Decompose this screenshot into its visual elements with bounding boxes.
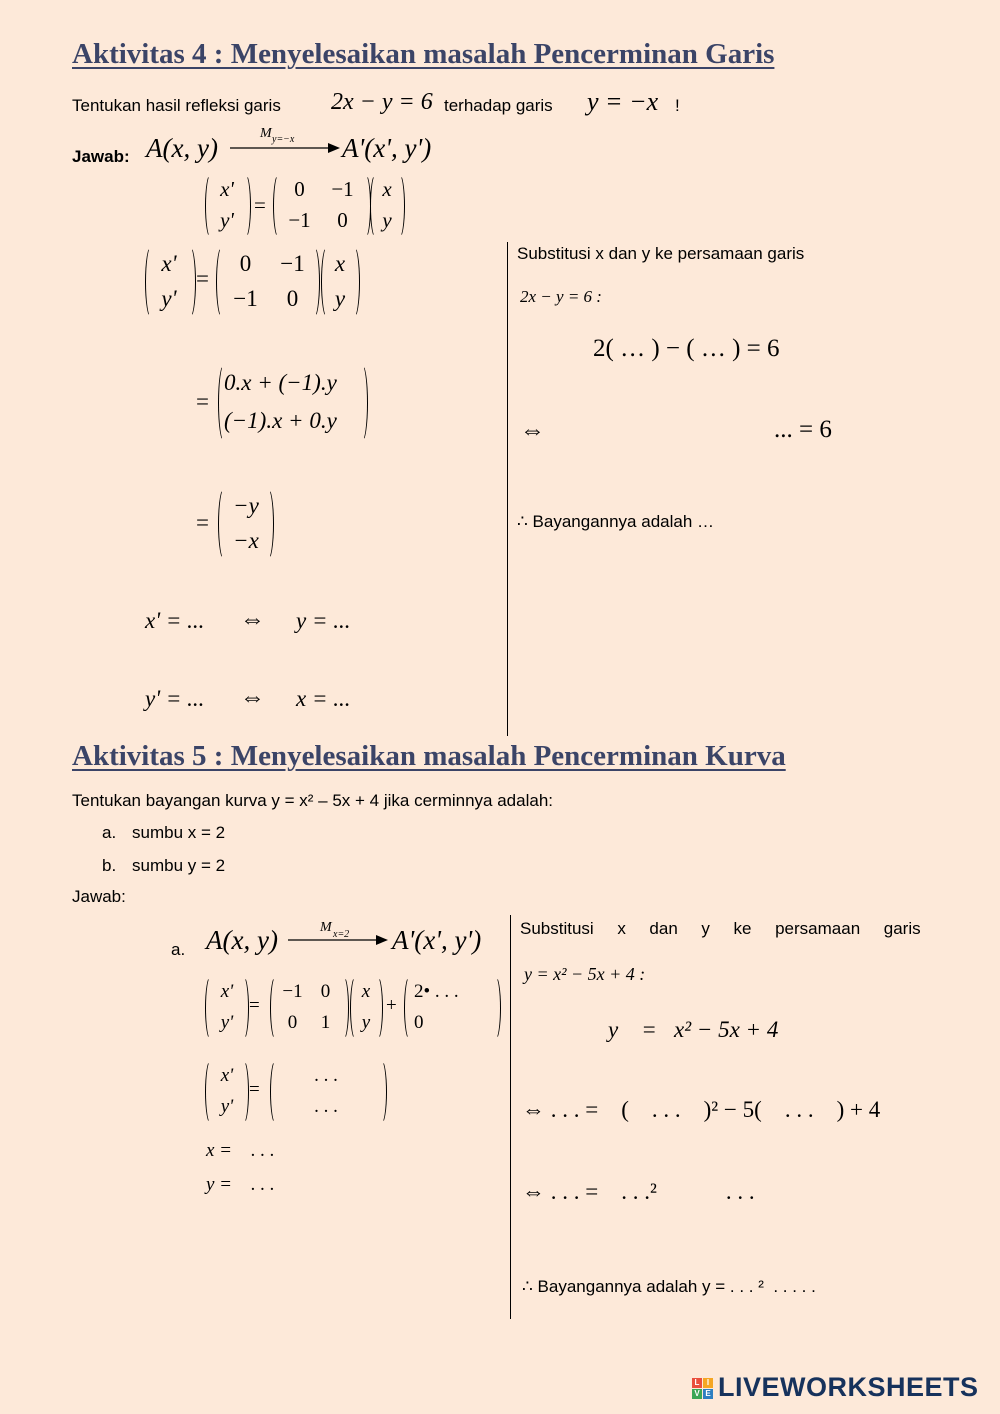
logo-tile: V: [692, 1389, 702, 1399]
vector-entry: x': [220, 177, 234, 201]
liveworksheets-brand[interactable]: LIVEWORKSHEETS: [718, 1372, 979, 1402]
expanded-row: 0.x + (−1).y: [224, 370, 337, 395]
matrix-entry: 0: [286, 285, 299, 311]
vector-entry: x: [361, 980, 371, 1002]
vector-entry: y': [220, 208, 234, 232]
option-text: sumbu y = 2: [132, 856, 226, 875]
vector-entry: x: [382, 177, 392, 201]
result-entry: −y: [233, 492, 259, 518]
matrix-entry: −1: [288, 208, 311, 232]
mapping-target: A'(x', y'): [392, 925, 482, 955]
vector-entry: x: [334, 250, 346, 276]
curve-equation: y = x² − 5x + 4: [608, 1017, 779, 1042]
mapping-operator: M: [260, 126, 272, 141]
option-text: sumbu x = 2: [132, 823, 226, 842]
mapping-operator: M: [320, 920, 332, 935]
mapping-source: A(x, y): [146, 133, 218, 163]
matrix-entry: 0: [287, 1011, 298, 1033]
matrix-entry: 0: [337, 208, 348, 232]
simplified-step: ⇔ . . . = . . .² . . .: [522, 1179, 755, 1204]
matrix-entry: −1: [280, 250, 305, 276]
liveworksheets-logo-icon: [692, 1378, 714, 1400]
plus-sign: +: [386, 995, 397, 1016]
matrix-entry: 0: [239, 250, 252, 276]
mapping-target: A'(x', y'): [342, 133, 432, 163]
option-marker: a.: [102, 823, 117, 842]
answer-label: Jawab:: [72, 147, 130, 166]
activity-4-title: Aktivitas 4 : Menyelesaikan masalah Pencerminan Garis: [72, 38, 775, 70]
matrix-entry: 0: [320, 980, 331, 1002]
matrix-entry: −1: [233, 285, 258, 311]
mapping-source: A(x, y): [206, 925, 278, 955]
conclusion-text: ∴ Bayangannya adalah …: [517, 512, 715, 531]
vector-entry: x': [220, 980, 234, 1002]
substitution-instruction: Substitusi x dan y ke persamaan garis: [517, 244, 805, 263]
x-blank: x = ...: [296, 686, 351, 711]
substitution-step: ⇔ . . . = ( . . . )² − 5( . . . ) + 4: [522, 1097, 881, 1122]
translation-entry: 2• . . .: [414, 980, 459, 1002]
part-label: a.: [171, 940, 186, 959]
x-prime-blank: x' = ...: [145, 608, 205, 633]
activity-5-title: Aktivitas 5 : Menyelesaikan masalah Pencerminan Kurva: [72, 740, 786, 772]
matrix-entry: 1: [320, 1011, 331, 1033]
translation-entry: 0: [414, 1011, 424, 1033]
substitution-equation: 2x − y = 6 :: [520, 287, 602, 306]
matrix-entry: −1: [331, 177, 354, 201]
mapping-subscript: y=−x: [272, 134, 295, 145]
logo-tile: L: [692, 1378, 702, 1388]
mapping-arrow: [288, 918, 388, 948]
logo-tile: I: [703, 1378, 713, 1388]
activity-4-question-end: !: [675, 96, 680, 115]
y-solution-line: y = . . .: [206, 1174, 275, 1195]
substitution-instruction: Substitusi x dan y ke persamaan garis: [520, 919, 921, 938]
equals-sign: =: [254, 193, 266, 217]
matrix-entry: 0: [294, 177, 305, 201]
equals-sign: =: [196, 389, 209, 414]
vector-entry: y': [161, 285, 177, 311]
vector-entry: x': [161, 250, 177, 276]
simplified-step: ... = 6: [774, 416, 832, 443]
iff-symbol: ⇔: [240, 606, 265, 633]
y-prime-blank: y' = ...: [145, 686, 205, 711]
answer-label: Jawab:: [72, 887, 126, 906]
activity-5-question: Tentukan bayangan kurva y = x² – 5x + 4 jika cerminnya adalah:: [72, 791, 554, 810]
vector-entry: x': [220, 1064, 234, 1086]
result-entry: −x: [233, 527, 259, 553]
x-solution-line: x = . . .: [206, 1140, 275, 1161]
iff-symbol: ⇔: [520, 417, 545, 444]
vector-entry: y: [382, 208, 392, 232]
mapping-subscript: x=2: [333, 929, 350, 940]
substitution-step: 2( … ) − ( … ) = 6: [593, 335, 780, 362]
expanded-row: (−1).x + 0.y: [224, 408, 337, 433]
y-blank: y = ...: [296, 608, 351, 633]
mapping-arrow: [230, 126, 340, 156]
matrix-entry: −1: [282, 980, 303, 1002]
equals-sign: =: [249, 1079, 260, 1100]
vector-entry: y: [361, 1011, 371, 1033]
equals-sign: =: [249, 995, 260, 1016]
activity-4-mirror-equation: y = −x: [587, 87, 659, 116]
column-divider: [510, 915, 511, 1319]
blank-entry: . . .: [314, 1095, 338, 1117]
activity-4-question-mid: terhadap garis: [444, 96, 553, 115]
equals-sign: =: [196, 510, 209, 535]
vector-entry: y: [334, 285, 346, 311]
option-marker: b.: [102, 856, 117, 875]
blank-entry: . . .: [314, 1064, 338, 1086]
column-divider: [507, 242, 508, 736]
conclusion-text: ∴ Bayangannya adalah y = . . . ² . . . . .: [522, 1277, 816, 1296]
activity-4-line-equation: 2x − y = 6: [331, 89, 433, 115]
iff-symbol: ⇔: [240, 684, 265, 711]
vector-entry: y': [220, 1011, 234, 1033]
substitution-equation: y = x² − 5x + 4 :: [524, 964, 646, 984]
equals-sign: =: [196, 266, 209, 291]
vector-entry: y': [220, 1095, 234, 1117]
activity-4-question-text: Tentukan hasil refleksi garis: [72, 96, 281, 115]
logo-tile: E: [703, 1389, 713, 1399]
